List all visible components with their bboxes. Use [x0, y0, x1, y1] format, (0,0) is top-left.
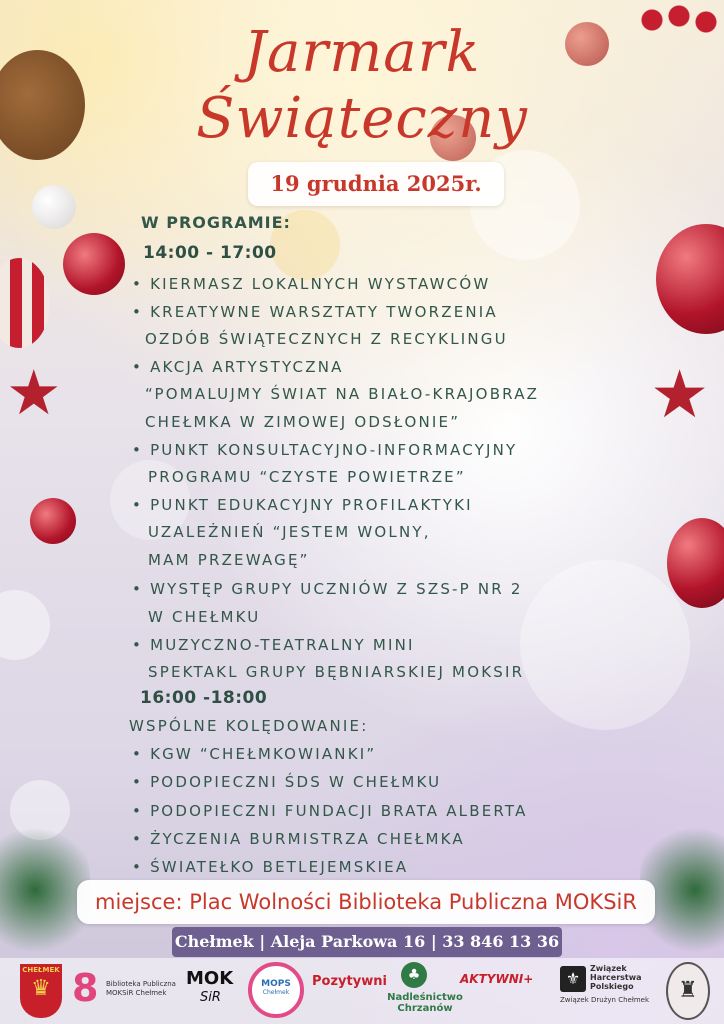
- moksir-sub-text: SiR: [200, 990, 221, 1005]
- aktywni-text: AKTYWNI+: [460, 972, 534, 986]
- library-mark-icon: 8: [72, 966, 99, 1010]
- program-item-continuation: MAM PRZEWAGĘ”: [148, 551, 310, 569]
- program-subheading: WSPÓLNE KOLĘDOWANIE:: [129, 717, 369, 735]
- library-line1: Biblioteka Publiczna: [106, 980, 176, 988]
- crest-label: CHEŁMEK: [22, 966, 60, 974]
- program-item: • ŚWIATEŁKO BETLEJEMSKIEA: [132, 858, 408, 876]
- event-date: 19 grudnia 2025r.: [248, 162, 504, 206]
- red-bauble-decoration: [63, 233, 125, 295]
- program-heading: W PROGRAMIE:: [141, 213, 291, 232]
- zhp-line4: Związek Drużyn Chełmek: [560, 996, 649, 1004]
- program-item-continuation: OZDÓB ŚWIĄTECZNYCH Z RECYKLINGU: [145, 330, 508, 348]
- library-logo: [72, 966, 182, 1014]
- program-item: • PUNKT EDUKACYJNY PROFILAKTYKI: [132, 496, 473, 514]
- zhp-line2: Harcerstwa: [590, 973, 642, 982]
- mops-logo: [248, 962, 304, 1018]
- program-item: • PUNKT KONSULTACYJNO-INFORMACYJNY: [132, 441, 517, 459]
- chelmek-crest-logo: [20, 964, 62, 1018]
- club-emblem-logo: [666, 962, 710, 1020]
- program-item: • WYSTĘP GRUPY UCZNIÓW Z SZS-P NR 2: [132, 580, 523, 598]
- white-bauble-decoration: [32, 185, 76, 229]
- zhp-line1: Związek: [590, 964, 627, 973]
- poster-title-line1: Jarmark: [243, 20, 481, 85]
- program-item: • KGW “CHEŁMKOWIANKI”: [132, 745, 376, 763]
- moksir-logo: [186, 966, 236, 1014]
- striped-bauble-decoration: [0, 258, 50, 348]
- program-item: • KREATYWNE WARSZTATY TWORZENIA: [132, 303, 498, 321]
- program-item: • ŻYCZENIA BURMISTRZA CHEŁMKA: [132, 830, 465, 848]
- red-bauble-decoration: [667, 518, 724, 608]
- program-time-slot-1: 14:00 - 17:00: [143, 243, 277, 263]
- program-item: • KIERMASZ LOKALNYCH WYSTAWCÓW: [132, 275, 490, 293]
- pozytywni-text: Pozytywni: [312, 974, 387, 989]
- moksir-text: MOK: [186, 968, 234, 989]
- program-item-continuation: W CHEŁMKU: [148, 608, 261, 626]
- program-item: • AKCJA ARTYSTYCZNA: [132, 358, 344, 376]
- star-decoration: ★: [6, 356, 62, 429]
- nadlesnictwo-text: Nadleśnictwo Chrzanów: [387, 992, 463, 1014]
- program-item: • PODOPIECZNI ŚDS W CHEŁMKU: [132, 773, 441, 791]
- aktywni-logo: [460, 968, 555, 990]
- program-item: • PODOPIECZNI FUNDACJI BRATA ALBERTA: [132, 802, 528, 820]
- mops-sub-text: Chełmek: [262, 989, 290, 996]
- club-emblem-icon: ♜: [678, 978, 698, 1003]
- program-item-continuation: PROGRAMU “CZYSTE POWIETRZE”: [148, 468, 466, 486]
- zhp-line3: Polskiego: [590, 982, 634, 991]
- poster-title-line2: Świąteczny: [196, 86, 528, 151]
- program-item-continuation: SPEKTAKL GRUPY BĘBNIARSKIEJ MOKSIR: [148, 663, 525, 681]
- tree-emblem-icon: ♣: [401, 962, 427, 988]
- red-bauble-decoration: [30, 498, 76, 544]
- sponsor-logos: [0, 958, 724, 1024]
- zhp-logo: [560, 964, 660, 1020]
- event-address: Chełmek | Aleja Parkowa 16 | 33 846 13 36: [172, 927, 562, 957]
- program-item-continuation: “POMALUJMY ŚWIAT NA BIAŁO-KRAJOBRAZ: [145, 385, 540, 403]
- red-bauble-decoration: [656, 224, 724, 334]
- mops-text: MOPS: [261, 979, 291, 989]
- program-time-slot-2: 16:00 -18:00: [140, 688, 268, 708]
- program-item-continuation: UZALEŻNIEŃ “JESTEM WOLNY,: [148, 523, 431, 541]
- zhp-emblem-icon: ⚜: [560, 966, 586, 992]
- event-place: miejsce: Plac Wolności Biblioteka Publiczna MOKSiR: [77, 880, 655, 924]
- library-line2: MOKSiR Chełmek: [106, 989, 167, 997]
- program-item-continuation: CHEŁMKA W ZIMOWEJ ODSŁONIE”: [145, 413, 461, 431]
- star-decoration: ★: [650, 356, 710, 433]
- program-item: • MUZYCZNO-TEATRALNY MINI: [132, 636, 415, 654]
- crest-eagle-icon: ♛: [31, 976, 51, 1001]
